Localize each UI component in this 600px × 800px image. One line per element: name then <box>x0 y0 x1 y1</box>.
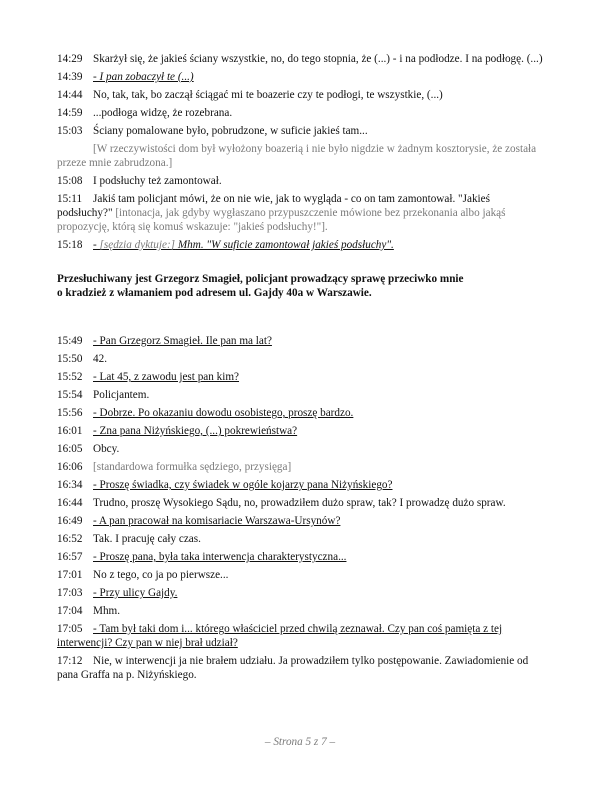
transcript-entry <box>57 424 545 438</box>
timestamp: 17:04 <box>57 605 83 617</box>
timestamp: 17:12 <box>57 655 83 667</box>
entry-text: - Proszę pana, była taka interwencja charakterystyczna... <box>93 551 347 563</box>
timestamp: 16:05 <box>57 443 83 455</box>
timestamp: 15:54 <box>57 389 83 401</box>
transcript-entry <box>57 238 545 252</box>
transcript-entry <box>57 192 545 234</box>
entry-text: [standardowa formułka sędziego, przysięga] <box>93 461 292 473</box>
entry-text: - Proszę świadka, czy świadek w ogóle kojarzy pana Niżyńskiego? <box>93 479 393 491</box>
transcript-entry <box>57 478 545 492</box>
transcript-entry <box>57 532 545 546</box>
entry-text: Ściany pomalowane było, pobrudzone, w suficie jakieś tam... <box>93 125 368 137</box>
transcript-entry <box>57 370 545 384</box>
entry-text: No, tak, tak, bo zaczął ściągać mi te boazerie czy te podłogi, te wszystkie, (...) <box>93 89 443 101</box>
transcript-entry <box>57 88 545 102</box>
section-heading <box>57 272 545 300</box>
transcript-entry <box>57 604 545 618</box>
timestamp: 15:18 <box>57 239 83 251</box>
timestamp: 15:49 <box>57 335 83 347</box>
entry-text: 42. <box>93 353 107 365</box>
timestamp: 14:29 <box>57 53 83 65</box>
transcript-entry <box>57 550 545 564</box>
entry-text: Obcy. <box>93 443 120 455</box>
timestamp: 15:56 <box>57 407 83 419</box>
entry-text: - Tam był taki dom i... którego właściciel przed chwilą zeznawał. Czy pan coś pamięta z tej interwencji? Czy pan w niej brał udział? <box>57 623 503 649</box>
entry-text: - Lat 45, z zawodu jest pan kim? <box>93 371 240 383</box>
timestamp: 16:06 <box>57 461 83 473</box>
transcript-entry <box>57 586 545 600</box>
heading-line: o kradzież z włamaniem pod adresem ul. Gajdy 40a w Warszawie. <box>57 287 372 299</box>
entry-text: ...podłoga widzę, że rozebrana. <box>93 107 233 119</box>
entry-text: Nie, w interwencji ja nie brałem udziału. Ja prowadziłem tylko postępowanie. Zawiadomienie od pana Graffa na p. Niżyńskiego. <box>57 655 529 681</box>
transcript-entry <box>57 388 545 402</box>
timestamp: 17:03 <box>57 587 83 599</box>
entry-text: Mhm. <box>93 605 121 617</box>
transcript-entry <box>57 514 545 528</box>
timestamp: 14:59 <box>57 107 83 119</box>
transcript-entry <box>57 334 545 348</box>
entry-text: Policjantem. <box>93 389 150 401</box>
timestamp: 16:57 <box>57 551 83 563</box>
entry-text: - I pan zobaczył te (...) <box>93 71 194 83</box>
author-note: [W rzeczywistości dom był wyłożony boazerią i nie było nigdzie w żadnym kosztorysie, że została przeze mnie zabrudzona.] <box>57 143 537 169</box>
entry-text: - Przy ulicy Gajdy. <box>93 587 178 599</box>
timestamp: 16:34 <box>57 479 83 491</box>
dictation-text: Mhm. "W suficie zamontował jakieś podsłuchy". <box>175 239 394 251</box>
timestamp: 17:01 <box>57 569 83 581</box>
timestamp: 14:44 <box>57 89 83 101</box>
transcript-entry <box>57 174 545 188</box>
timestamp: 15:52 <box>57 371 83 383</box>
entry-text <box>93 239 394 251</box>
judge-dictates-note: [sędzia dyktuje:] <box>99 239 176 251</box>
entry-text: Tak. I pracuję cały czas. <box>93 533 201 545</box>
transcript-entry <box>57 406 545 420</box>
entry-text: - A pan pracował na komisariacie Warszawa-Ursynów? <box>93 515 341 527</box>
transcript-entry <box>57 70 545 84</box>
transcript <box>57 52 545 686</box>
page-footer: – Strona 5 z 7 – <box>264 736 336 748</box>
entry-text: - Pan Grzegorz Smagieł. Ile pan ma lat? <box>93 335 272 347</box>
transcript-entry <box>57 124 545 138</box>
entry-text: Skarżył się, że jakieś ściany wszystkie, no, do tego stopnia, że (...) - i na podłodze. I na podłogę. (...) <box>93 53 543 65</box>
entry-text: I podsłuchy też zamontował. <box>93 175 222 187</box>
transcript-entry <box>57 442 545 456</box>
transcript-entry <box>57 352 545 366</box>
transcript-entry <box>57 460 545 474</box>
dash-prefix: - <box>93 239 100 251</box>
timestamp: 15:50 <box>57 353 83 365</box>
entry-text: - Zna pana Niżyńskiego, (...) pokrewieństwa? <box>93 425 298 437</box>
timestamp: 15:03 <box>57 125 83 137</box>
entry-text: Jakiś tam policjant mówi, że on nie wie, jak to wygląda - co on tam zamontował. "Jakieś podsłuchy?" <box>57 193 490 219</box>
entry-text: - Dobrze. Po okazaniu dowodu osobistego, proszę bardzo. <box>93 407 354 419</box>
timestamp: 15:11 <box>57 193 83 205</box>
timestamp: 16:49 <box>57 515 83 527</box>
transcript-entry <box>57 622 545 650</box>
timestamp: 14:39 <box>57 71 83 83</box>
timestamp: 16:44 <box>57 497 83 509</box>
transcript-entry <box>57 106 545 120</box>
intonation-note: [intonacja, jak gdyby wygłaszano przypuszczenie mówione bez przekonania albo jakąś propozycję, którą się komuś wskazuje: "jakieś podsłuchy!"]. <box>57 207 506 233</box>
transcript-entry <box>57 568 545 582</box>
entry-text: Trudno, proszę Wysokiego Sądu, no, prowadziłem dużo spraw, tak? I prowadzę dużo spraw. <box>93 497 506 509</box>
transcript-entry <box>57 654 545 682</box>
heading-line: Przesłuchiwany jest Grzegorz Smagieł, policjant prowadzący sprawę przeciwko mnie <box>57 273 464 285</box>
timestamp: 16:52 <box>57 533 83 545</box>
timestamp: 17:05 <box>57 623 83 635</box>
entry-text: No z tego, co ja po pierwsze... <box>93 569 229 581</box>
transcript-entry <box>57 52 545 66</box>
timestamp: 15:08 <box>57 175 83 187</box>
transcript-entry <box>57 496 545 510</box>
timestamp: 16:01 <box>57 425 83 437</box>
